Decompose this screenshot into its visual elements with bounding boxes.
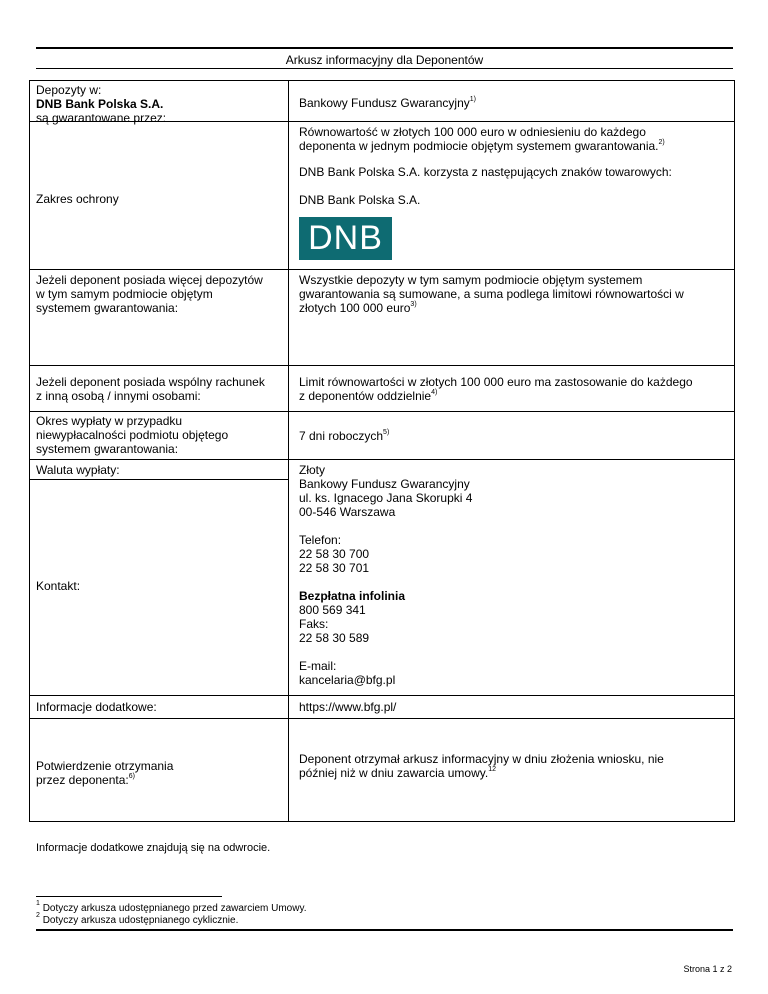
hotline-label: Bezpłatna infolinia (299, 589, 406, 603)
email-link[interactable]: kancelaria@bfg.pl (299, 673, 396, 687)
joint-account-value: Limit równowartości w złotych 100 000 euro ma zastosowanie do każdego z deponentów oddzielnie$^{4)}$ (299, 375, 693, 403)
footnote-separator (36, 896, 222, 897)
table-bottom-border (29, 821, 735, 822)
top-rule (36, 47, 733, 49)
contact-street: ul. ks. Ignacego Jana Skorupki 4 (299, 491, 473, 505)
confirmation-value: Deponent otrzymał arkusz informacyjny w dniu złożenia wniosku, nie później niż w dniu zawarcia umowy.$^{12}$ (299, 752, 664, 780)
row-divider (29, 695, 735, 696)
phone-1[interactable]: 22 58 30 700 (299, 547, 370, 561)
table-column-divider (288, 80, 289, 822)
deposits-value: Bankowy Fundusz Gwarancyjny$^{1)}$ (299, 96, 476, 110)
deposits-label: Depozyty w: DNB Bank Polska S.A. są gwarantowane przez: (36, 83, 167, 125)
email-label: E-mail: (299, 659, 337, 673)
trademarks-text: DNB Bank Polska S.A. korzysta z następujących znaków towarowych: (299, 165, 672, 179)
contact-org: Bankowy Fundusz Gwarancyjny (299, 477, 470, 491)
row-divider (29, 459, 735, 460)
joint-account-label: Jeżeli deponent posiada wspólny rachunek z inną osobą / innymi osobami: (36, 375, 265, 403)
footnote-2: $^2$ Dotyczy arkusza udostępnianego cyklicznie. (36, 912, 239, 926)
row-divider-left (29, 479, 289, 480)
page-title: Arkusz informacyjny dla Deponentów (285, 53, 484, 67)
phone-label: Telefon: (299, 533, 342, 547)
dnb-logo: DNB (299, 217, 392, 260)
multiple-deposits-label: Jeżeli deponent posiada więcej depozytów w tym samym podmiocie objętym systemem gwarantowania: (36, 273, 263, 315)
currency-value: Złoty (299, 463, 326, 477)
additional-info-link[interactable]: https://www.bfg.pl/ (299, 700, 397, 714)
contact-label: Kontakt: (36, 579, 81, 593)
scope-label: Zakres ochrony (36, 192, 119, 206)
row-divider (29, 365, 735, 366)
hotline-number[interactable]: 800 569 341 (299, 603, 366, 617)
contact-city: 00-546 Warszawa (299, 505, 396, 519)
back-side-note: Informacje dodatkowe znajdują się na odwrocie. (36, 842, 271, 854)
table-left-border (29, 80, 30, 822)
scope-value: Równowartość w złotych 100 000 euro w odniesieniu do każdego deponenta w jednym podmiocie objętym systemem gwarantowania.$^{2)}$ (299, 125, 665, 153)
phone-2[interactable]: 22 58 30 701 (299, 561, 370, 575)
payout-period-label: Okres wypłaty w przypadku niewypłacalności podmiotu objętego systemem gwarantowania: (36, 414, 229, 456)
confirmation-label: Potwierdzenie otrzymania przez deponenta:$^{6)}$ (36, 759, 174, 787)
additional-info-label: Informacje dodatkowe: (36, 700, 157, 714)
bottom-rule (36, 929, 733, 931)
fax-label: Faks: (299, 617, 329, 631)
multiple-deposits-value: Wszystkie depozyty w tym samym podmiocie objętym systemem gwarantowania są sumowane, a suma podlega limitowi równowartości w złotych 100 000 euro$^{3)}$ (299, 273, 684, 315)
table-top-border (29, 80, 735, 81)
row-divider (29, 718, 735, 719)
page-number: Strona 1 z 2 (683, 964, 732, 974)
row-divider (29, 269, 735, 270)
currency-label: Waluta wypłaty: (36, 463, 120, 477)
trademark-name: DNB Bank Polska S.A. (299, 193, 421, 207)
fax-number: 22 58 30 589 (299, 631, 370, 645)
title-underline (36, 68, 733, 69)
row-divider (29, 411, 735, 412)
payout-period-value: 7 dni roboczych$^{5)}$ (299, 429, 390, 443)
footnote-1: $^1$ Dotyczy arkusza udostępnianego przed zawarciem Umowy. (36, 900, 307, 914)
contact-block (299, 463, 472, 687)
table-right-border (734, 80, 735, 822)
